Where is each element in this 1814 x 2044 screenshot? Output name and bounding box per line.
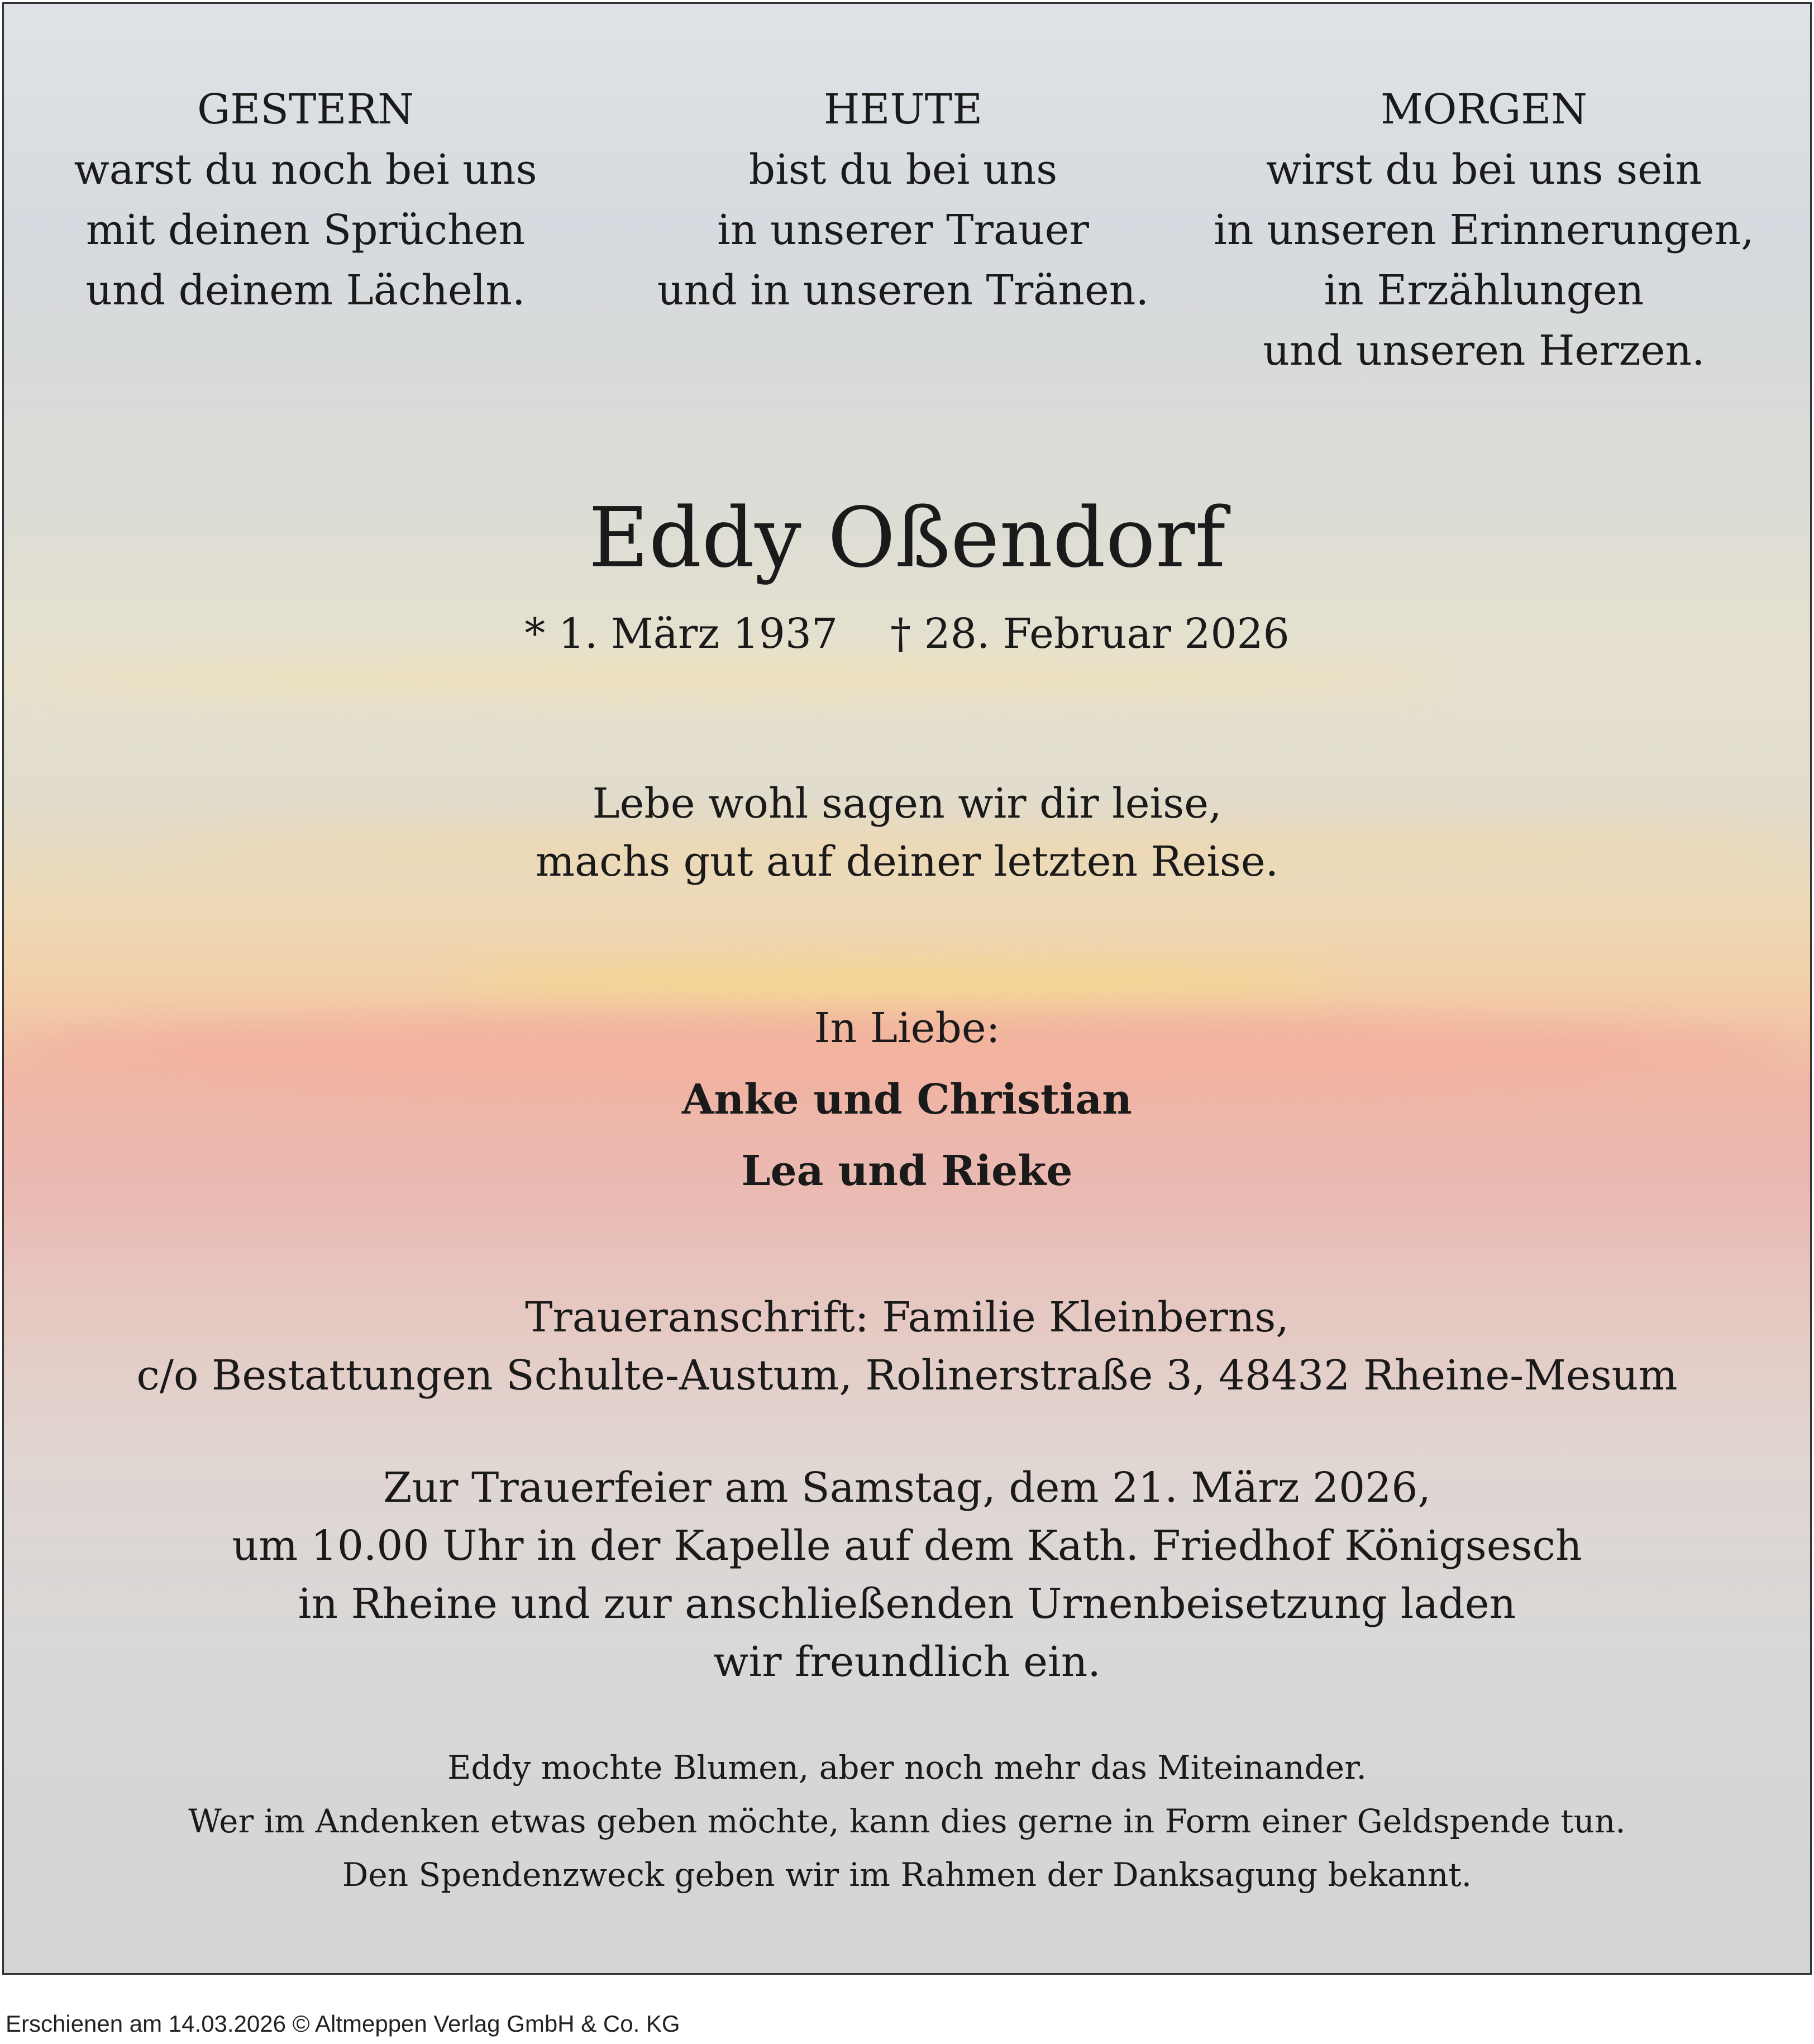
donation-line: Den Spendenzweck geben wir im Rahmen der Danksagung bekannt. <box>342 1856 1472 1894</box>
farewell-verse <box>4 775 1810 891</box>
ceremony-line: Zur Trauerfeier am Samstag, dem 21. März 2026, <box>383 1464 1431 1512</box>
poem-line: in unseren Erinnerungen, <box>1214 206 1754 254</box>
deceased-name: Eddy Oßendorf <box>588 490 1226 586</box>
donation-note <box>4 1741 1810 1902</box>
donation-line: Wer im Andenken etwas geben möchte, kann dies gerne in Form einer Geldspende tun. <box>188 1802 1626 1840</box>
mourners <box>4 992 1810 1207</box>
donation-line: Eddy mochte Blumen, aber noch mehr das Miteinander. <box>447 1749 1367 1787</box>
poem-line: und in unseren Tränen. <box>657 266 1149 314</box>
address-line: Traueranschrift: Familie Kleinberns, <box>525 1293 1289 1341</box>
poem-heute <box>624 79 1182 321</box>
poem-line: wirst du bei uns sein <box>1266 146 1702 194</box>
verse-line: machs gut auf deiner letzten Reise. <box>535 838 1279 886</box>
life-dates: * 1. März 1937 † 28. Februar 2026 <box>524 610 1290 658</box>
poem-line: in Erzählungen <box>1324 266 1644 314</box>
ceremony-line: um 10.00 Uhr in der Kapelle auf dem Kath. Friedhof Königsesch <box>232 1522 1582 1570</box>
publication-footer: Erschienen am 14.03.2026 © Altmeppen Verlag GmbH & Co. KG <box>6 2010 680 2037</box>
ceremony-line: wir freundlich ein. <box>713 1638 1101 1686</box>
poem-line: und deinem Lächeln. <box>85 266 526 314</box>
mourning-address <box>4 1288 1810 1405</box>
mourner-name: Anke und Christian <box>682 1076 1132 1124</box>
mourners-intro: In Liebe: <box>814 1004 1000 1052</box>
mourner-name: Lea und Rieke <box>741 1147 1073 1195</box>
address-line: c/o Bestattungen Schulte-Austum, Rolinerstraße 3, 48432 Rheine-Mesum <box>136 1351 1678 1400</box>
poem-line: HEUTE <box>823 85 983 133</box>
verse-line: Lebe wohl sagen wir dir leise, <box>592 780 1222 828</box>
obituary-notice <box>2 2 1812 1975</box>
poem-line: und unseren Herzen. <box>1263 327 1705 375</box>
ceremony-line: in Rheine und zur anschließenden Urnenbeisetzung laden <box>298 1580 1516 1628</box>
poem-line: warst du noch bei uns <box>74 146 537 194</box>
ceremony-info <box>4 1459 1810 1691</box>
poem-gestern <box>26 79 585 321</box>
poem-morgen <box>1205 79 1763 381</box>
sky-streak <box>4 663 1456 696</box>
poem-line: MORGEN <box>1380 85 1588 133</box>
poem-line: mit deinen Sprüchen <box>85 206 526 254</box>
poem-line: bist du bei uns <box>748 146 1058 194</box>
poem-line: in unserer Trauer <box>717 206 1089 254</box>
poem-line: GESTERN <box>197 85 414 133</box>
